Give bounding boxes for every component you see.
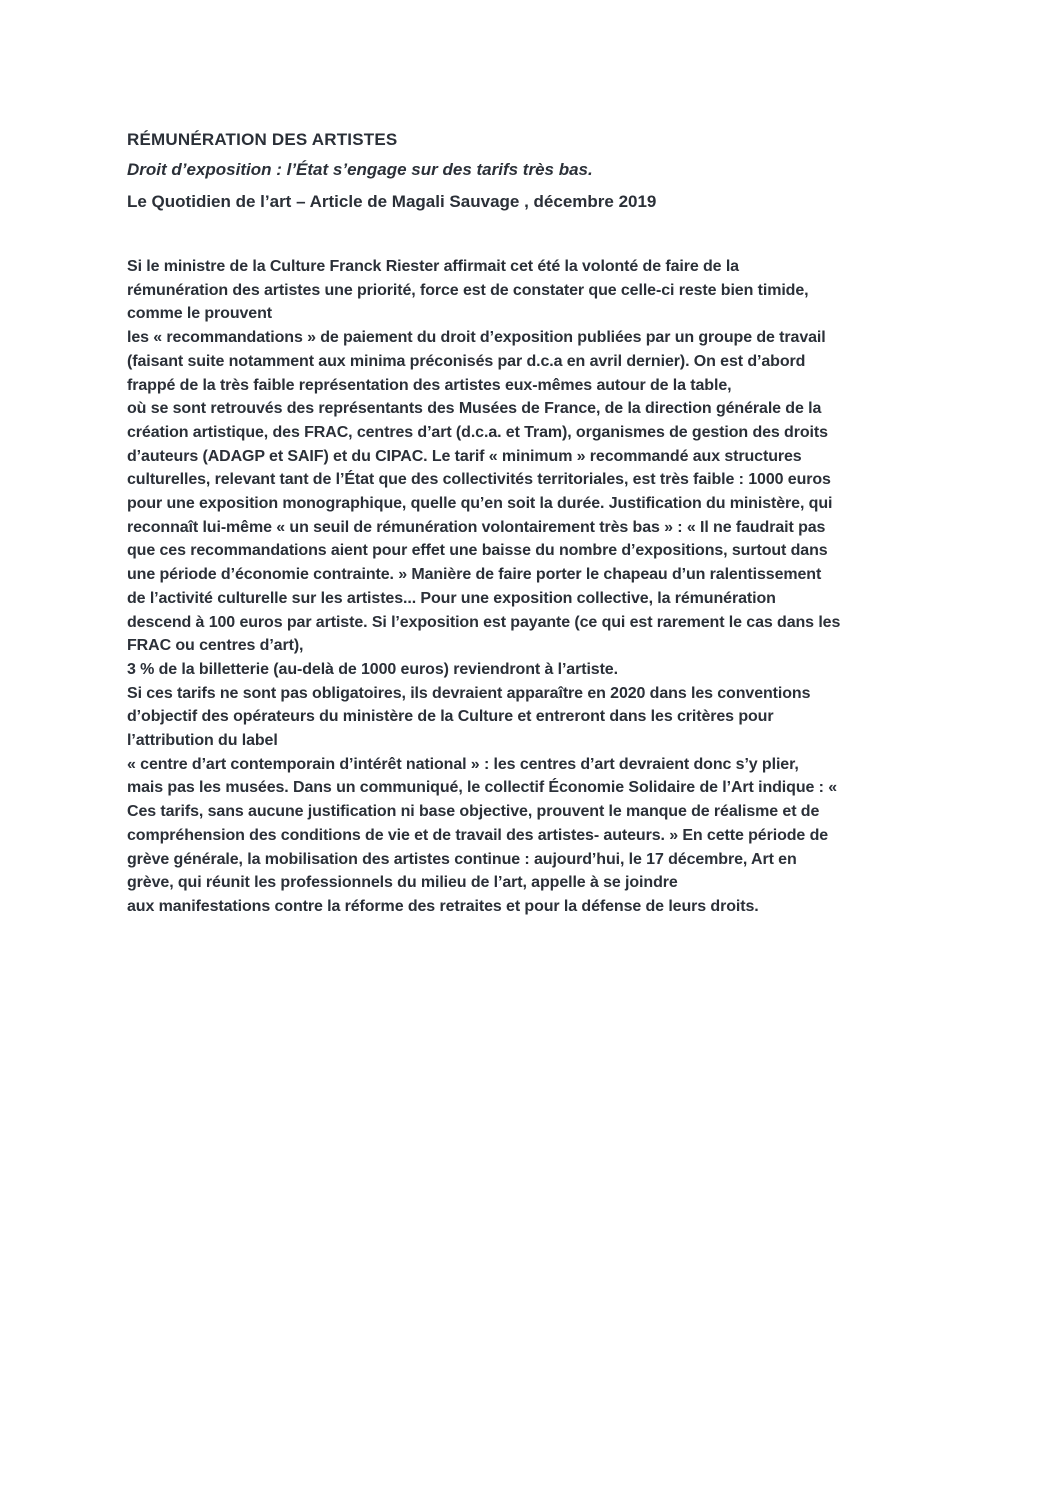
body-line: rémunération des artistes une priorité, force est de constater que celle-ci reste bien timide, xyxy=(127,281,809,299)
body-line: aux manifestations contre la réforme des retraites et pour la défense de leurs droits. xyxy=(127,897,759,915)
body-line: une période d’économie contrainte. » Manière de faire porter le chapeau d’un ralentissement xyxy=(127,566,822,584)
body-line: mais pas les musées. Dans un communiqué, le collectif Économie Solidaire de l’Art indique : « xyxy=(127,779,838,797)
body-line: Si le ministre de la Culture Franck Riester affirmait cet été la volonté de faire de la xyxy=(127,258,739,275)
article-byline: Le Quotidien de l’art – Article de Magali Sauvage , décembre 2019 xyxy=(127,192,657,211)
body-line: de l’activité culturelle sur les artistes... Pour une exposition collective, la rémunération xyxy=(127,589,776,607)
body-line: les « recommandations » de paiement du droit d’exposition publiées par un groupe de travail xyxy=(127,329,826,347)
body-line: comme le prouvent xyxy=(127,305,273,323)
body-line: (faisant suite notamment aux minima préconisés par d.c.a en avril dernier). On est d’abord xyxy=(127,352,806,370)
body-line: 3 % de la billetterie (au-delà de 1000 euros) reviendront à l’artiste. xyxy=(127,660,618,678)
body-line: compréhension des conditions de vie et de travail des artistes- auteurs. » En cette période de xyxy=(127,826,829,844)
body-line: FRAC ou centres d’art), xyxy=(127,637,304,655)
body-line: d’objectif des opérateurs du ministère de la Culture et entreront dans les critères pour xyxy=(127,708,774,726)
body-line: d’auteurs (ADAGP et SAIF) et du CIPAC. Le tarif « minimum » recommandé aux structures xyxy=(127,447,802,465)
body-line: descend à 100 euros par artiste. Si l’exposition est payante (ce qui est rarement le cas dans les xyxy=(127,613,841,631)
article-title: RÉMUNÉRATION DES ARTISTES xyxy=(127,130,398,149)
body-line: frappé de la très faible représentation des artistes eux-mêmes autour de la table, xyxy=(127,376,732,394)
body-line: grève, qui réunit les professionnels du milieu de l’art, appelle à se joindre xyxy=(127,874,678,892)
body-line: grève générale, la mobilisation des artistes continue : aujourd’hui, le 17 décembre, Art en xyxy=(127,850,797,868)
article-body xyxy=(127,255,962,919)
body-line: où se sont retrouvés des représentants des Musées de France, de la direction générale de la xyxy=(127,400,822,418)
body-line: Si ces tarifs ne sont pas obligatoires, ils devraient apparaître en 2020 dans les conventions xyxy=(127,684,811,702)
body-line: reconnaît lui-même « un seuil de rémunération volontairement très bas » : « Il ne faudrait pas xyxy=(127,518,826,536)
body-line: culturelles, relevant tant de l’État que des collectivités territoriales, est très faible : 1000 euros xyxy=(127,471,831,489)
article xyxy=(127,130,962,919)
article-subtitle: Droit d’exposition : l’État s’engage sur des tarifs très bas. xyxy=(127,160,593,179)
body-line: pour une exposition monographique, quelle qu’en soit la durée. Justification du ministère, qui xyxy=(127,495,833,513)
body-line: « centre d’art contemporain d’intérêt national » : les centres d’art devraient donc s’y plier, xyxy=(127,755,799,773)
body-line: l’attribution du label xyxy=(127,732,278,750)
body-line: création artistique, des FRAC, centres d’art (d.c.a. et Tram), organismes de gestion des droits xyxy=(127,423,828,441)
body-line: Ces tarifs, sans aucune justification ni base objective, prouvent le manque de réalisme et de xyxy=(127,803,820,821)
body-line: que ces recommandations aient pour effet une baisse du nombre d’expositions, surtout dans xyxy=(127,542,828,560)
